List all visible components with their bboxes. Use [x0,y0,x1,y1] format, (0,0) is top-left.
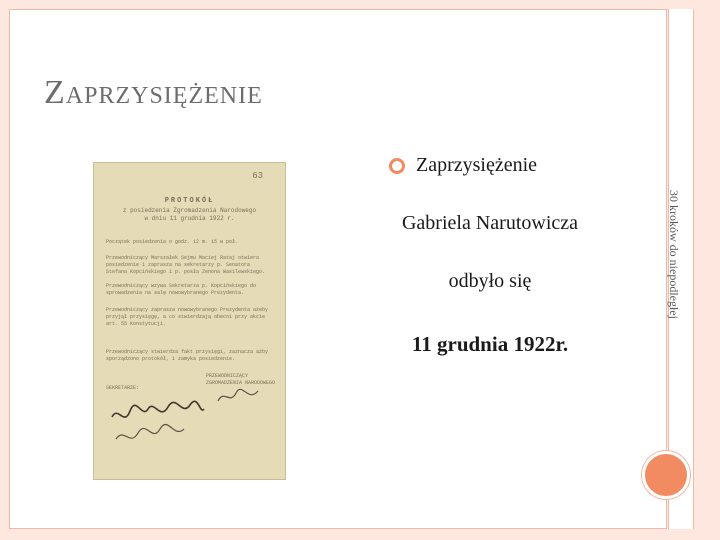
side-caption: 30 kroków do niepodległej [667,190,681,319]
bullet-item [388,154,537,177]
document-paragraph: Przewodniczący wzywa Sekretarza p. Kopcińskiego do sprowadzenia na salę nowowybranego Prezydenta. [106,283,257,296]
historical-document-image [93,162,286,480]
slide-title: Zaprzysiężenie [44,74,263,111]
document-secretaries-label: SEKRETARZE: [106,385,140,391]
took-place-text: odbyło się [448,270,532,292]
document-page-number: 63 [252,171,263,181]
document-heading: PROTOKÓŁ [164,197,215,205]
document-paragraph: Przewodniczący stwierdza fakt przysięgi, zaznacza ażby sporządzono protokół, i zamyka posiedzenie. [106,349,269,362]
chair-signature [214,385,264,407]
president-name: Gabriela Narutowicza [401,212,578,234]
document-paragraph: Przewodniczący Marszałek Sejmu Maciej Rataj otwiera posiedzenie i zaprasza na sekretarzy p. Senatora Stefana Kopcińskiego i p. posła Zenona Wasilewskiego. [106,255,266,275]
document-subheading: z posiedzenia Zgromadzenia Narodowego [122,207,257,214]
document-date-line: w dniu 11 grudnia 1922 r. [144,215,235,222]
document-paragraph: Przewodniczący zaprasza nowowybranego Prezydenta ażeby przyjął przysięgę, a co stwierdzają obecni przy akcie art. 55 Konstytucji. [106,307,269,327]
decorative-circle [642,451,690,499]
bullet-ring-icon [388,157,406,175]
document-chair-label: PRZEWODNICZĄCY ZGROMADZENIA NARODOWEGO [206,373,276,386]
bullet-text: Zaprzysiężenie [416,154,538,176]
document-paragraph: Początek posiedzenia o godz. 12 m. 15 w poł. [106,239,239,245]
handwritten-signatures [108,399,208,451]
date-text: 11 grudnia 1922r. [411,332,569,356]
